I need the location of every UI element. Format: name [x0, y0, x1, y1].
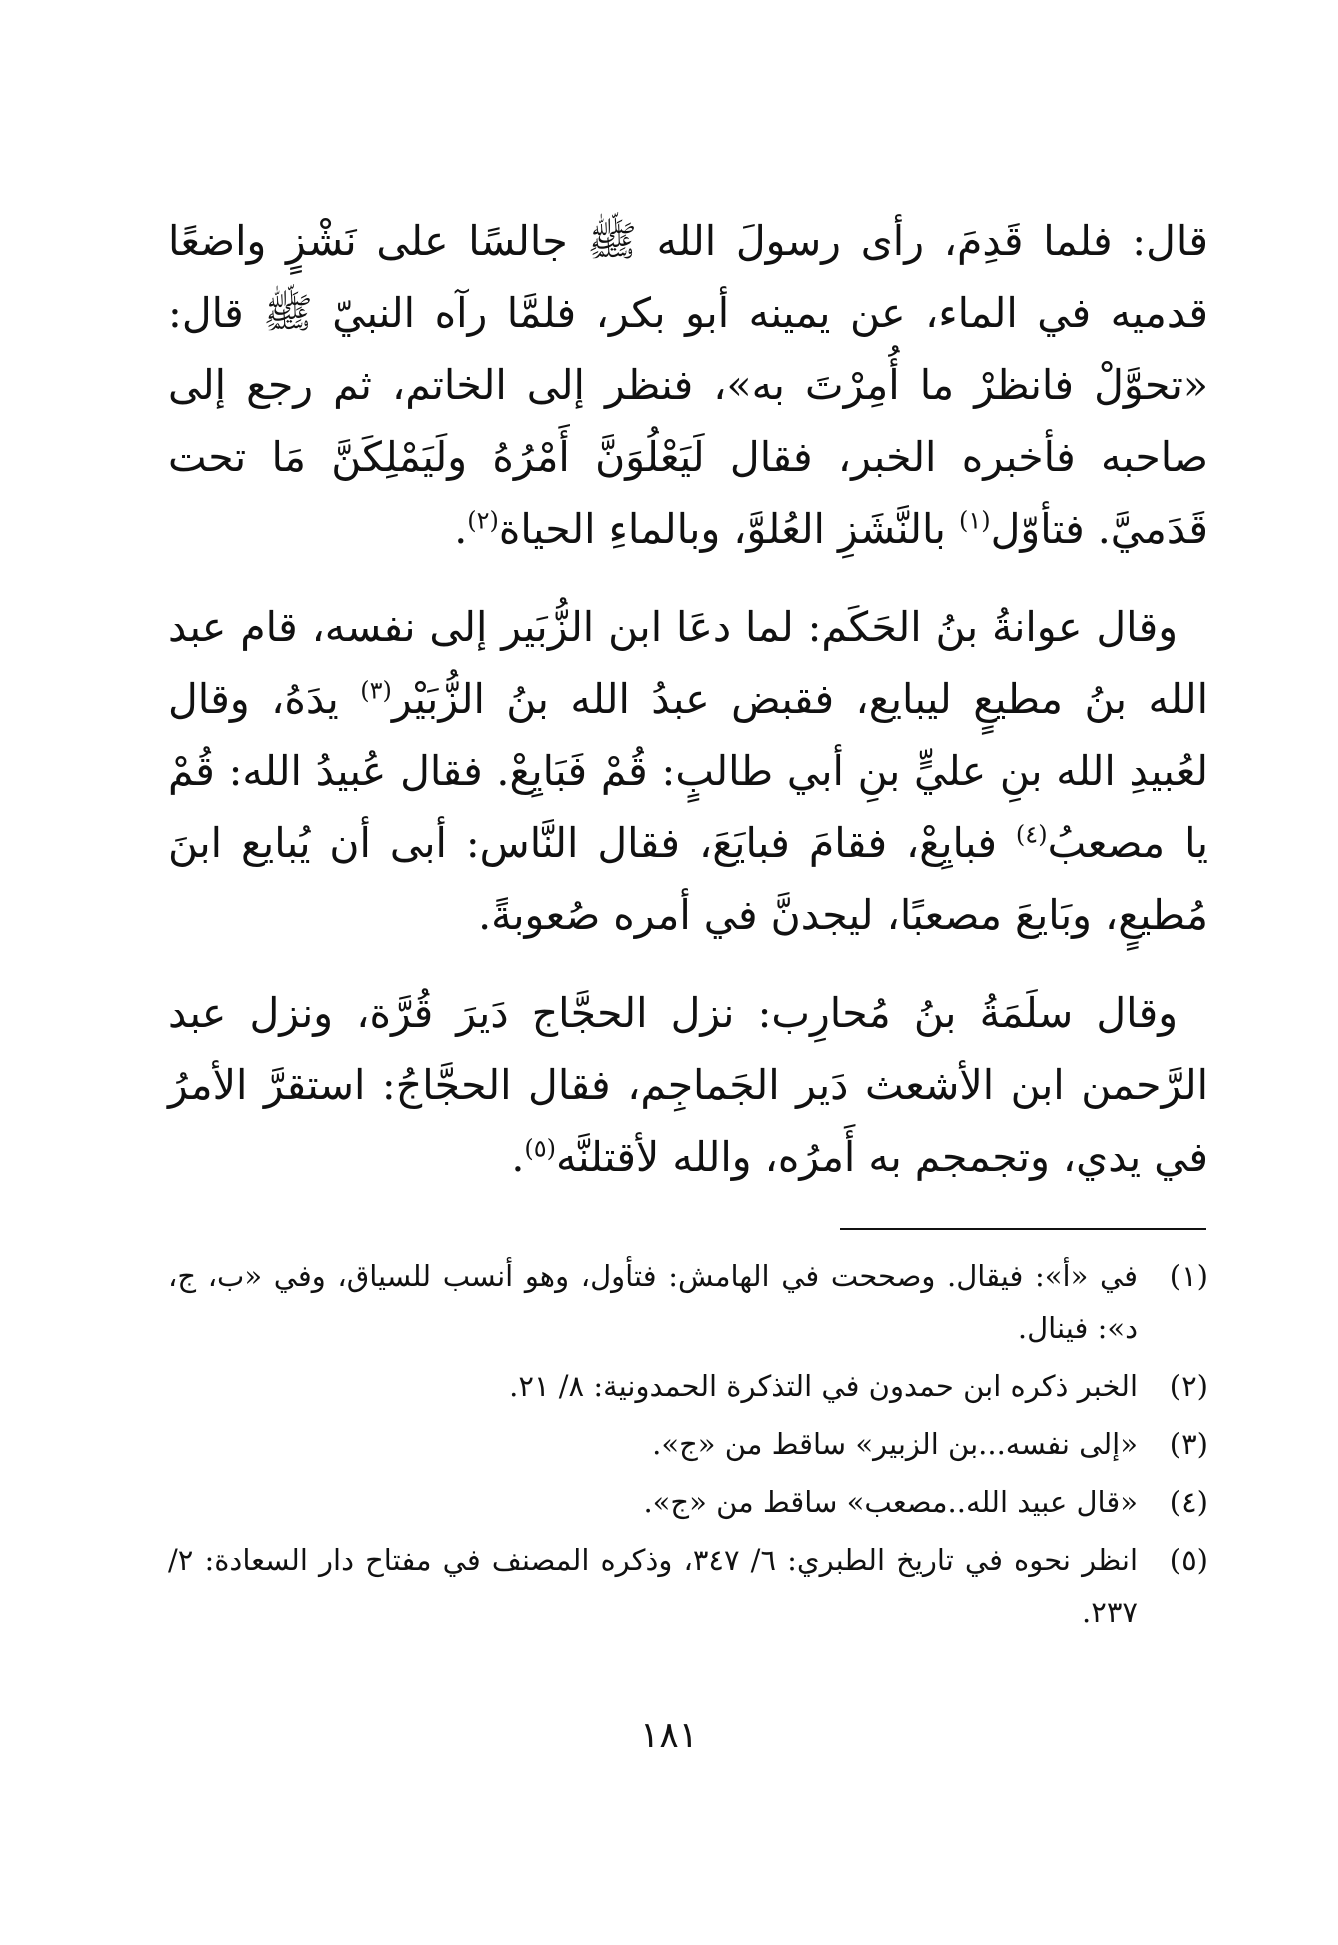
paragraph-text: يدَهُ، وقال لعُبيدِ الله بنِ عليٍّ بنِ أبي طالبٍ: قُمْ فَبَايِعْ. فقال عُبيدُ الله: قُمْ يا مصعبُ — [168, 675, 1208, 867]
footnote — [168, 1418, 1208, 1470]
paragraph-text: . — [511, 1133, 525, 1181]
footnote — [168, 1534, 1208, 1638]
footnote-text: «إلى نفسه...بن الزبير» ساقط من «ج». — [652, 1427, 1138, 1461]
footnote-marker: (١) — [958, 506, 991, 535]
paragraph-text: وقال عوانةُ بنُ الحَكَم: لما دعَا ابن الزُّبَير إلى نفسه، قام عبد الله بنُ مطيعٍ ليبايع، فقبض عبدُ الله بنُ الزُّبَيْر — [168, 603, 1208, 723]
footnote-number: (١) — [1169, 1259, 1208, 1293]
paragraph-text: . — [454, 505, 468, 553]
footnote-text: في «أ»: فيقال. وصححت في الهامش: فتأول، وهو أنسب للسياق، وفي «ب، ج، د»: فينال. — [168, 1259, 1138, 1345]
page-number: ١٨١ — [639, 1715, 698, 1756]
footnote-text: الخبر ذكره ابن حمدون في التذكرة الحمدونية: ٨/ ٢١. — [509, 1369, 1138, 1403]
footnote-marker: (٤) — [1015, 820, 1048, 849]
footnote-number: (٥) — [1169, 1543, 1208, 1577]
paragraph-text: بالنَّشَزِ العُلوَّ، وبالماءِ الحياة — [498, 505, 959, 553]
paragraph-text: وقال سلَمَةُ بنُ مُحارِب: نزل الحجَّاج دَيرَ قُرَّة، ونزل عبد الرَّحمن ابن الأشعث دَير الجَماجِم، فقال الحجَّاجُ: استقرَّ الأمرُ في يدي، وتجمجم به أَمرُه، والله لأقتلنَّه — [168, 989, 1208, 1181]
footnote-text: انظر نحوه في تاريخ الطبري: ٦/ ٣٤٧، وذكره المصنف في مفتاح دار السعادة: ٢/ ٢٣٧. — [168, 1543, 1139, 1629]
footnote-marker: (٢) — [467, 506, 499, 535]
footnote-number: (٢) — [1169, 1369, 1208, 1403]
footnote-number: (٣) — [1169, 1427, 1208, 1461]
main-text — [168, 205, 1208, 1219]
footnotes — [168, 1250, 1208, 1644]
footnote — [168, 1360, 1208, 1412]
paragraph-text: قال: فلما قَدِمَ، رأى رسولَ الله ﷺ جالسًا على نَشْزٍ واضعًا قدميه في الماء، عن يمينه أبو بكر، فلمَّا رآه النبيّ ﷺ قال: «تحوَّلْ فانظرْ ما أُمِرْتَ به»، فنظر إلى الخاتم، ثم رجع إلى صاحبه فأخبره الخبر، فقال لَيَعْلُوَنَّ أَمْرُهُ ولَيَمْلِكَنَّ مَا تحت قَدَميَّ. فتأوّل — [168, 217, 1209, 553]
footnote-marker: (٥) — [524, 1134, 557, 1163]
footnote — [168, 1250, 1208, 1354]
paragraph-text: فبايِعْ، فقامَ فبايَعَ، فقال النَّاس: أبى أن يُبايع ابنَ مُطيعٍ، وبَايعَ مصعبًا، ليجدنَّ في أمره صُعوبةً. — [168, 819, 1208, 939]
paragraph — [168, 205, 1208, 565]
paragraph — [168, 591, 1208, 951]
footnote — [168, 1476, 1208, 1528]
footnote-marker: (٣) — [360, 676, 392, 705]
paragraph — [168, 977, 1208, 1193]
footnote-separator — [840, 1228, 1206, 1230]
footnote-number: (٤) — [1169, 1485, 1208, 1519]
footnote-text: «قال عبيد الله..مصعب» ساقط من «ج». — [643, 1485, 1138, 1519]
